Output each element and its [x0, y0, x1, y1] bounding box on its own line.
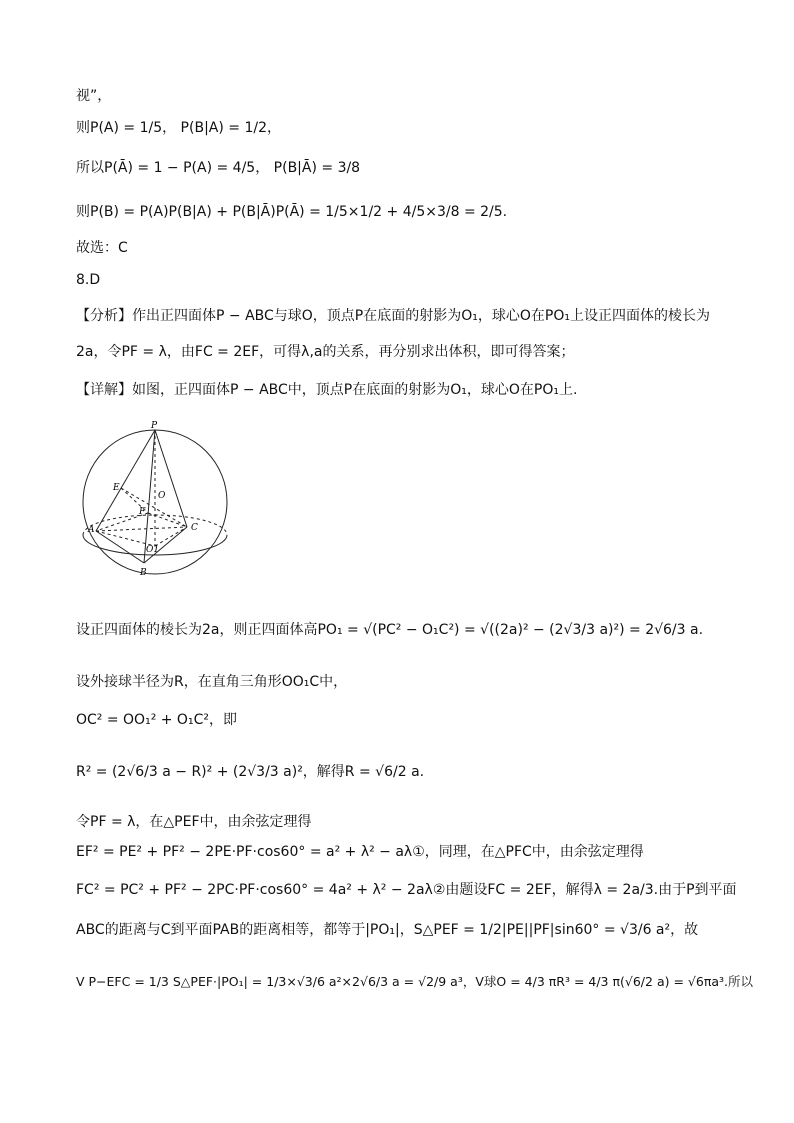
label-F: F	[139, 507, 146, 517]
line-11: OC² = OO₁² + O₁C²，即	[76, 712, 237, 728]
label-B: B	[140, 568, 147, 578]
line-6: 【分析】作出正四面体P − ABC与球O，顶点P在底面的射影为O₁，球心O在PO₁上设正四面体的棱长为	[76, 308, 710, 324]
label-P: P	[151, 421, 158, 431]
line-2: 所以P(Ā) = 1 − P(A) = 4/5， P(B|Ā) = 3/8	[76, 160, 361, 176]
tetrahedron-sphere-figure	[70, 420, 250, 580]
label-O: O	[158, 491, 166, 501]
line-14: EF² = PE² + PF² − 2PE·PF·cos60° = a² + λ² − aλ①，同理，在△PFC中，由余弦定理得	[76, 844, 644, 860]
label-O1: O1	[146, 545, 160, 555]
line-3: 则P(B) = P(A)P(B|A) + P(B|Ā)P(Ā) = 1/5×1/2 + 4/5×3/8 = 2/5.	[76, 204, 508, 220]
line-16: ABC的距离与C到平面PAB的距离相等，都等于|PO₁|，S△PEF = 1/2|PE||PF|sin60° = √3/6 a²，故	[76, 922, 699, 938]
line-17: V P−EFC = 1/3 S△PEF·|PO₁| = 1/3×√3/6 a²×2√6/3 a = √2/9 a³，V球O = 4/3 πR³ = 4/3 π(√6/2 a) = √6πa³.所以	[76, 974, 753, 989]
line-10: 设外接球半径为R，在直角三角形OO₁C中，	[76, 674, 348, 690]
label-A: A	[88, 525, 95, 535]
line-15: FC² = PC² + PF² − 2PC·PF·cos60° = 4a² + λ² − 2aλ②由题设FC = 2EF，解得λ = 2a/3.由于P到平面	[76, 882, 737, 898]
line-1: 则P(A) = 1/5， P(B|A) = 1/2，	[76, 120, 281, 136]
line-0: 视”，	[76, 88, 112, 104]
line-5: 8.D	[76, 272, 101, 288]
line-8: 【详解】如图，正四面体P − ABC中，顶点P在底面的射影为O₁，球心O在PO₁上.	[76, 382, 578, 398]
label-C: C	[191, 523, 198, 533]
line-7: 2a，令PF = λ，由FC = 2EF，可得λ,a的关系，再分别求出体积，即可得答案；	[76, 344, 575, 360]
line-13: 令PF = λ，在△PEF中，由余弦定理得	[76, 814, 312, 830]
line-9: 设正四面体的棱长为2a，则正四面体高PO₁ = √(PC² − O₁C²) = √((2a)² − (2√3/3 a)²) = 2√6/3 a.	[76, 622, 704, 638]
line-4: 故选：C	[76, 240, 128, 256]
line-12: R² = (2√6/3 a − R)² + (2√3/3 a)²，解得R = √6/2 a.	[76, 764, 425, 780]
label-E: E	[113, 483, 120, 493]
